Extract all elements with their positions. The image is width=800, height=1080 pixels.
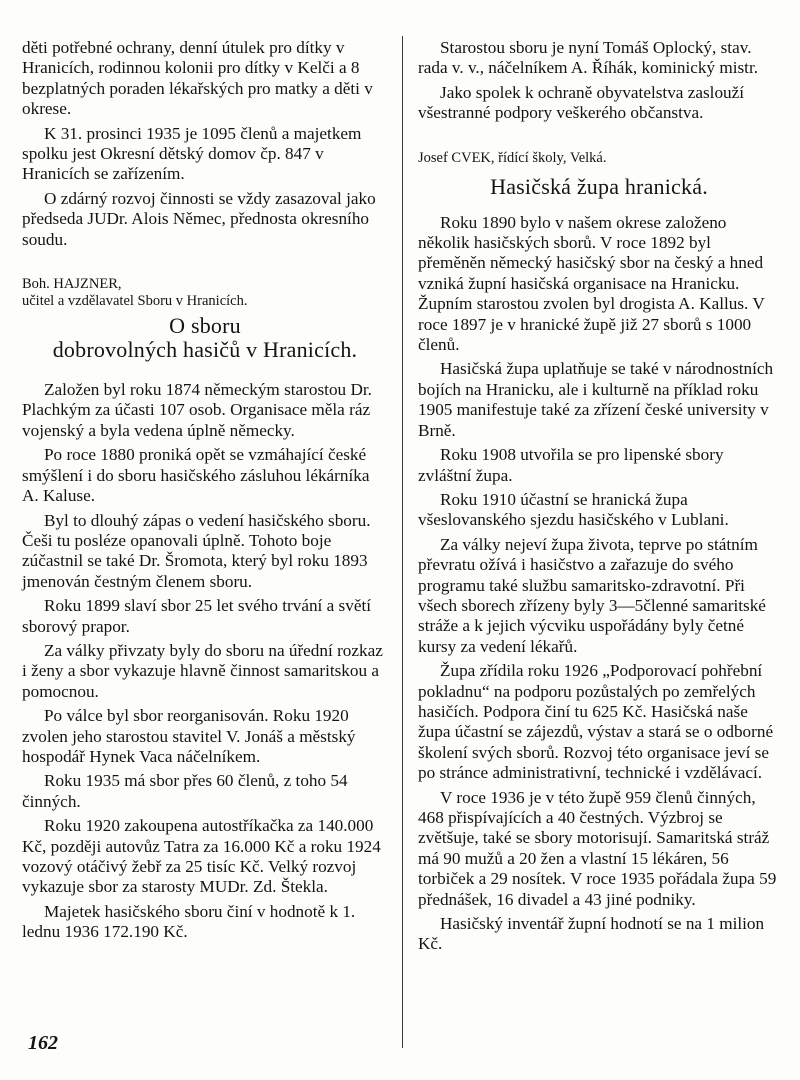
article-title xyxy=(22,314,388,362)
paragraph: K 31. prosinci 1935 je 1095 členů a majetkem spolku jest Okresní dětský domov čp. 847 v Hranicích se zařízením. xyxy=(22,123,362,184)
paragraph: Hasičský inventář župní hodnotí se na 1 milion Kč. xyxy=(418,914,765,954)
article-title-line: dobrovolných hasičů v Hranicích. xyxy=(52,337,358,363)
paragraph: Majetek hasičského sboru činí v hodnotě k 1. lednu 1936 172.190 Kč. xyxy=(22,901,356,942)
paragraph: Starostou sboru je nyní Tomáš Oplocký, stav. rada v. v., náčelníkem A. Říhák, kominický mistr. xyxy=(418,38,759,78)
paragraph: Byl to dlouhý zápas o vedení hasičského sboru. Češi tu posléze opanovali úplně. Tohoto boje zúčastnil se také Dr. Šromota, který byl roku 1893 jmenován čestným členem sboru. xyxy=(22,510,371,591)
page-number: 162 xyxy=(28,1032,58,1054)
paragraph: Založen byl roku 1874 německým starostou Dr. Plachkým za účasti 107 osob. Organisace měla ráz vojenský a byla vedena úplně německy. xyxy=(22,380,372,440)
paragraph: Roku 1935 má sbor přes 60 členů, z toho 54 činných. xyxy=(22,771,348,811)
right-column xyxy=(418,38,780,959)
paragraph: Roku 1910 účastní se hranická župa všeslovanského sjezdu hasičského v Lublani. xyxy=(418,489,729,530)
paragraph: V roce 1936 je v této župě 959 členů činných, 468 přispívajících a 40 čestných. Výzbroj se zvětšuje, také se sbory motorisují. Samaritská stráž má 90 mužů a 20 žen a vlastní 15 lékáren, 56 torbiček a 29 nosítek. V roce 1935 pořádala župa 59 přednášek, 16 divadel a 43 jiné podniky. xyxy=(418,787,777,909)
article-author: Boh. HAJZNER, xyxy=(22,276,122,293)
paragraph: Jako spolek k ochraně obyvatelstva zaslouží všestranné podpory veškerého občanstva. xyxy=(418,82,745,123)
paragraph: Župa zřídila roku 1926 „Podporovací pohřební pokladnu“ na podporu pozůstalých po zemřelých hasičích. Podpora činí tu 625 Kč. Hasičská naše župa účastní se zájezdů, výstav a stará se o odborné školení svých sborů. Rozvoj této organisace jeví se po stránce administrativní, technické i vzdělávací. xyxy=(418,661,774,783)
paragraph: Roku 1920 zakoupena autostříkačka za 140.000 Kč, později autovůz Tatra za 16.000 Kč a roku 1924 vozový otáčivý žebř za 25 tisíc Kč. Velký rozvoj vykazuje sbor za starosty MUDr. Zd. Štekla. xyxy=(22,816,381,897)
paragraph: Roku 1908 utvořila se pro lipenské sbory zvláštní župa. xyxy=(418,445,724,485)
paragraph: Za války nejeví župa života, teprve po státním převratu ožívá i hasičstvo a zařazuje do svého programu také službu samaritsko-zdravotní. Při všech sborech zřízeny byly 3—5členné samaritské stráže a k jejich výcviku uspořádány byly četné kursy za vedení lékařů. xyxy=(418,534,766,656)
paragraph: Hasičská župa uplatňuje se také v národnostních bojích na Hranicku, ale i kulturně na příklad roku 1905 manifestuje také za zřízení české university v Brně. xyxy=(418,359,774,440)
paragraph: O zdárný rozvoj činnosti se vždy zasazoval jako předseda JUDr. Alois Němec, přednosta okresního soudu. xyxy=(22,188,376,249)
column-divider xyxy=(402,36,403,1048)
left-column xyxy=(22,38,388,947)
paragraph: Roku 1890 bylo v našem okrese založeno několik hasičských sborů. V roce 1892 byl přeměněn německý hasičský sbor na český a hned vzniká župní hasičská organisace na Hranicku. Župním starostou zvolen byl drogista A. Kallus. V roce 1897 je v hranické župě již 27 sborů s 1000 členů. xyxy=(418,212,765,355)
paragraph: Za války přivzaty byly do sboru na úřední rozkaz i ženy a sbor vykazuje hlavně činnost samaritskou a pomocnou. xyxy=(22,640,383,701)
article-author: Josef CVEK, řídící školy, Velká. xyxy=(418,149,607,166)
paragraph: Roku 1899 slaví sbor 25 let svého trvání a světí sborový prapor. xyxy=(22,596,371,636)
paragraph: Po válce byl sbor reorganisován. Roku 1920 zvolen jeho starostou stavitel V. Jonáš a městský hospodář Hynek Vaca náčelníkem. xyxy=(22,706,356,766)
paragraph: děti potřebné ochrany, denní útulek pro dítky v Hranicích, rodinnou kolonii pro dítky v Kelči a 8 bezplatných poraden lékařských pro matky a děti v okrese. xyxy=(22,38,373,119)
article-author-role: učitel a vzdělavatel Sboru v Hranicích. xyxy=(22,293,248,310)
article-title: Hasičská župa hranická. xyxy=(490,173,708,199)
article-title-line: O sboru xyxy=(169,313,241,339)
paragraph: Po roce 1880 proniká opět se vzmáhající české smýšlení i do sboru hasičského zásluhou lékárníka A. Kaluse. xyxy=(22,445,370,506)
